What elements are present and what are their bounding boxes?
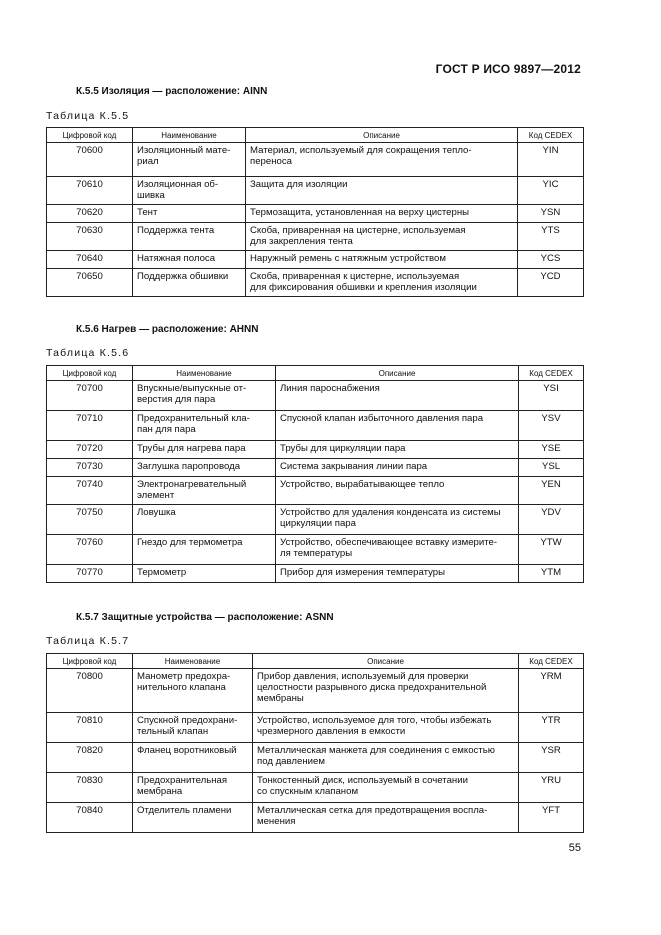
name-cell: Предохранительный кла- пан для пара	[133, 411, 276, 441]
spec-table	[46, 365, 584, 583]
description-column-header: Описание	[246, 128, 518, 143]
name-cell: Поддержка обшивки	[133, 269, 246, 297]
section-title: К.5.5 Изоляция — расположение: AINN	[76, 86, 268, 97]
description-cell: Трубы для циркуляции пара	[276, 441, 519, 459]
code-cell: 70720	[47, 441, 133, 459]
table-row	[47, 411, 584, 441]
code-cell: 70700	[47, 381, 133, 411]
name-cell: Изоляционный мате- риал	[133, 143, 246, 177]
name-cell: Электронагревательный элемент	[133, 477, 276, 505]
cedex-cell: YSR	[519, 743, 584, 773]
code-cell: 70800	[47, 669, 133, 713]
code-column-header: Цифровой код	[47, 128, 133, 143]
table-row	[47, 713, 584, 743]
table-row	[47, 205, 584, 223]
table-row	[47, 269, 584, 297]
description-cell: Тонкостенный диск, используемый в сочетании со спускным клапаном	[253, 773, 519, 803]
name-cell: Изоляционная об- шивка	[133, 177, 246, 205]
name-cell: Гнездо для термометра	[133, 535, 276, 565]
table-row	[47, 565, 584, 583]
table-row	[47, 177, 584, 205]
cedex-cell: YSL	[519, 459, 584, 477]
name-cell: Предохранительная мембрана	[133, 773, 253, 803]
description-cell: Линия пароснабжения	[276, 381, 519, 411]
description-cell: Защита для изоляции	[246, 177, 518, 205]
name-cell: Трубы для нагрева пара	[133, 441, 276, 459]
code-cell: 70770	[47, 565, 133, 583]
code-cell: 70810	[47, 713, 133, 743]
name-cell: Спускной предохрани- тельный клапан	[133, 713, 253, 743]
name-column-header: Наименование	[133, 128, 246, 143]
description-column-header: Описание	[276, 366, 519, 381]
cedex-cell: YTW	[519, 535, 584, 565]
code-column-header: Цифровой код	[47, 366, 133, 381]
name-cell: Манометр предохра- нительного клапана	[133, 669, 253, 713]
name-cell: Тент	[133, 205, 246, 223]
table-row	[47, 535, 584, 565]
cedex-cell: YFT	[519, 803, 584, 833]
section-title: К.5.7 Защитные устройства — расположение: ASNN	[76, 612, 334, 623]
cedex-column-header: Код CEDEX	[519, 654, 584, 669]
cedex-cell: YCD	[518, 269, 584, 297]
description-cell: Прибор для измерения температуры	[276, 565, 519, 583]
code-cell: 70830	[47, 773, 133, 803]
cedex-column-header: Код CEDEX	[519, 366, 584, 381]
name-cell: Термометр	[133, 565, 276, 583]
name-column-header: Наименование	[133, 366, 276, 381]
table-row	[47, 803, 584, 833]
name-cell: Отделитель пламени	[133, 803, 253, 833]
description-cell: Прибор давления, используемый для проверки целостности разрывного диска предохранительной мембраны	[253, 669, 519, 713]
cedex-cell: YIC	[518, 177, 584, 205]
table-row	[47, 505, 584, 535]
cedex-cell: YTR	[519, 713, 584, 743]
spec-table	[46, 127, 584, 297]
code-cell: 70740	[47, 477, 133, 505]
code-cell: 70730	[47, 459, 133, 477]
name-cell: Поддержка тента	[133, 223, 246, 251]
cedex-column-header: Код CEDEX	[518, 128, 584, 143]
table-caption: Таблица К.5.5	[46, 110, 130, 122]
description-cell: Металлическая манжета для соединения с емкостью под давлением	[253, 743, 519, 773]
table-header-row	[47, 128, 584, 143]
cedex-cell: YTM	[519, 565, 584, 583]
table-row	[47, 773, 584, 803]
cedex-cell: YSI	[519, 381, 584, 411]
description-cell: Система закрывания линии пара	[276, 459, 519, 477]
cedex-cell: YTS	[518, 223, 584, 251]
code-cell: 70630	[47, 223, 133, 251]
description-cell: Устройство для удаления конденсата из системы циркуляции пара	[276, 505, 519, 535]
cedex-cell: YRU	[519, 773, 584, 803]
description-cell: Устройство, обеспечивающее вставку измерите- ля температуры	[276, 535, 519, 565]
name-cell: Фланец воротниковый	[133, 743, 253, 773]
table-caption: Таблица К.5.6	[46, 347, 130, 359]
description-cell: Металлическая сетка для предотвращения воспла- менения	[253, 803, 519, 833]
name-column-header: Наименование	[133, 654, 253, 669]
code-cell: 70600	[47, 143, 133, 177]
code-cell: 70750	[47, 505, 133, 535]
table-row	[47, 251, 584, 269]
table-row	[47, 669, 584, 713]
code-cell: 70650	[47, 269, 133, 297]
cedex-cell: YSN	[518, 205, 584, 223]
description-cell: Скоба, приваренная на цистерне, используемая для закрепления тента	[246, 223, 518, 251]
cedex-cell: YRM	[519, 669, 584, 713]
table-header-row	[47, 654, 584, 669]
code-cell: 70610	[47, 177, 133, 205]
description-cell: Скоба, приваренная к цистерне, используемая для фиксирования обшивки и крепления изоляции	[246, 269, 518, 297]
name-cell: Натяжная полоса	[133, 251, 246, 269]
description-column-header: Описание	[253, 654, 519, 669]
code-cell: 70760	[47, 535, 133, 565]
description-cell: Спускной клапан избыточного давления пара	[276, 411, 519, 441]
description-cell: Устройство, вырабатывающее тепло	[276, 477, 519, 505]
code-cell: 70820	[47, 743, 133, 773]
table-header-row	[47, 366, 584, 381]
code-column-header: Цифровой код	[47, 654, 133, 669]
table-row	[47, 743, 584, 773]
table-caption: Таблица К.5.7	[46, 635, 130, 647]
description-cell: Материал, используемый для сокращения тепло- переноса	[246, 143, 518, 177]
code-cell: 70840	[47, 803, 133, 833]
description-cell: Термозащита, установленная на верху цистерны	[246, 205, 518, 223]
name-cell: Впускные/выпускные от- верстия для пара	[133, 381, 276, 411]
table-row	[47, 477, 584, 505]
spec-table	[46, 653, 584, 833]
cedex-cell: YDV	[519, 505, 584, 535]
table-row	[47, 459, 584, 477]
description-cell: Устройство, используемое для того, чтобы избежать чрезмерного давления в емкости	[253, 713, 519, 743]
cedex-cell: YSV	[519, 411, 584, 441]
name-cell: Ловушка	[133, 505, 276, 535]
cedex-cell: YCS	[518, 251, 584, 269]
name-cell: Заглушка паропровода	[133, 459, 276, 477]
document-header: ГОСТ Р ИСО 9897—2012	[435, 62, 581, 76]
cedex-cell: YSE	[519, 441, 584, 459]
table-row	[47, 381, 584, 411]
table-row	[47, 223, 584, 251]
code-cell: 70640	[47, 251, 133, 269]
section-title: К.5.6 Нагрев — расположение: AHNN	[76, 324, 259, 335]
table-row	[47, 143, 584, 177]
description-cell: Наружный ремень с натяжным устройством	[246, 251, 518, 269]
code-cell: 70620	[47, 205, 133, 223]
cedex-cell: YEN	[519, 477, 584, 505]
code-cell: 70710	[47, 411, 133, 441]
cedex-cell: YIN	[518, 143, 584, 177]
table-row	[47, 441, 584, 459]
page-number: 55	[568, 842, 581, 854]
